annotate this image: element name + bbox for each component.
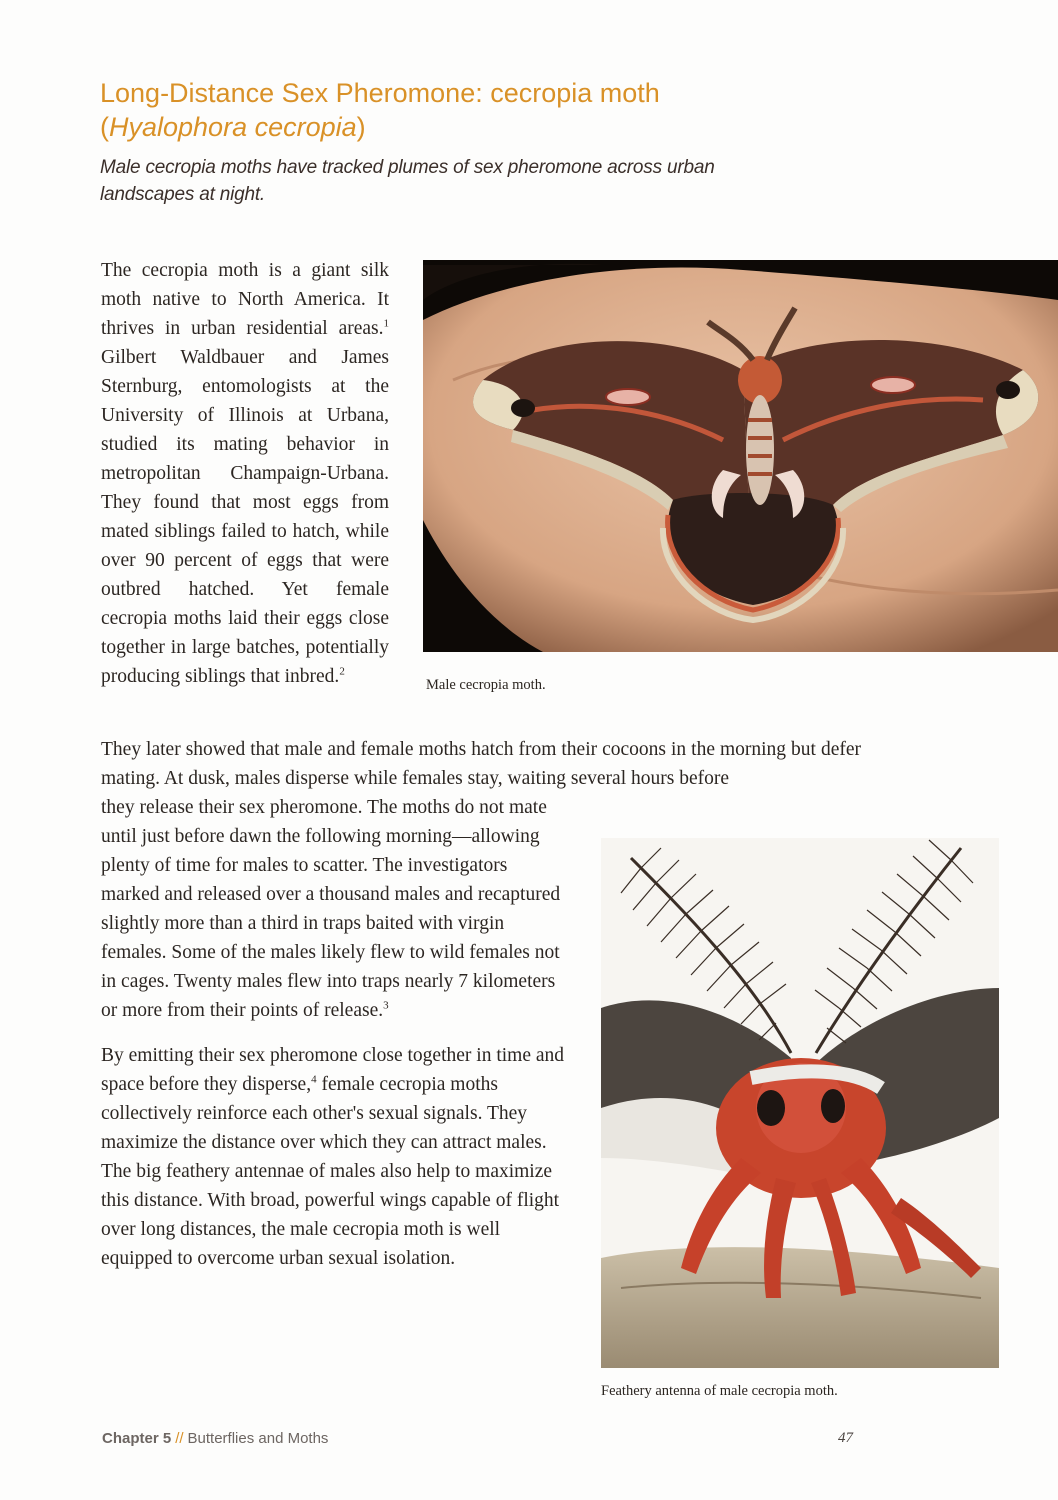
paragraph-3-text-a: By emitting their sex pheromone close together in time and space before they disperse, [101,1045,565,1095]
photo1-caption: Male cecropia moth. [426,677,546,693]
page-footer [102,1430,328,1447]
paragraph-2-rest [101,793,567,1025]
paragraph-1-text-b: Gilbert Waldbauer and James Sternburg, entomologists at the University of Illinois at Urbana, studied its mating behavior in metropolitan Champaign-Urbana. They found that most eggs from mated siblings failed to hatch, while over 90 percent of eggs that were outbred hatched. Yet female cecropia moths laid their eggs close together in large batches, potentially producing siblings that inbred. [101,347,389,687]
footnote-ref-2: 2 [339,665,345,678]
title-scientific-name: Hyalophora cecropia [109,112,357,142]
paragraph-2-lead: They later showed that male and female moths hatch from their cocoons in the morning but defer mating. At dusk, males disperse while females stay, waiting several hours before [101,739,861,789]
photo2-caption: Feathery antenna of male cecropia moth. [601,1383,838,1399]
section-title [100,76,960,144]
title-paren-close: ) [356,112,366,142]
title-paren-open: ( [100,112,109,142]
title-line1: Long-Distance Sex Pheromone: cecropia moth [100,78,660,108]
paragraph-2-text: they release their sex pheromone. The moths do not mate until just before dawn the following morning—allowing plenty of time for males to scatter. The investigators marked and released over a thousand males and recaptured slightly more than a third in traps baited with virgin females. Some of the males likely flew to wild females not in cages. Twenty males flew into traps nearly 7 kilometers or more from their points of release. [101,797,561,1021]
antenna-closeup-illustration [601,838,999,1368]
footer-chapter: Chapter 5 [102,1430,172,1447]
paragraph-1 [101,256,389,691]
footnote-ref-1: 1 [383,317,389,330]
paragraph-1-text-a: The cecropia moth is a giant silk moth native to North America. It thrives in urban residential areas. [101,260,389,339]
feathery-antenna-photo [601,838,999,1368]
footnote-ref-4: 4 [311,1073,317,1086]
paragraph-3-text-b: female cecropia moths collectively reinforce each other's sexual signals. They maximize the distance over which they can attract males. The big feathery antennae of males also help to maximize this distance. With broad, powerful wings capable of flight over long distances, the male cecropia moth is well equipped to overcome urban sexual isolation. [101,1074,560,1269]
footnote-ref-3: 3 [383,999,389,1012]
paragraph-3 [101,1041,567,1273]
footer-section: Butterflies and Moths [187,1430,329,1447]
section-subtitle: Male cecropia moths have tracked plumes of sex pheromone across urban landscapes at night. [100,157,715,205]
male-cecropia-moth-photo [423,260,1058,652]
moth-on-hand-illustration [423,260,1058,652]
footer-separator: // [175,1430,184,1447]
page-number: 47 [838,1430,853,1446]
